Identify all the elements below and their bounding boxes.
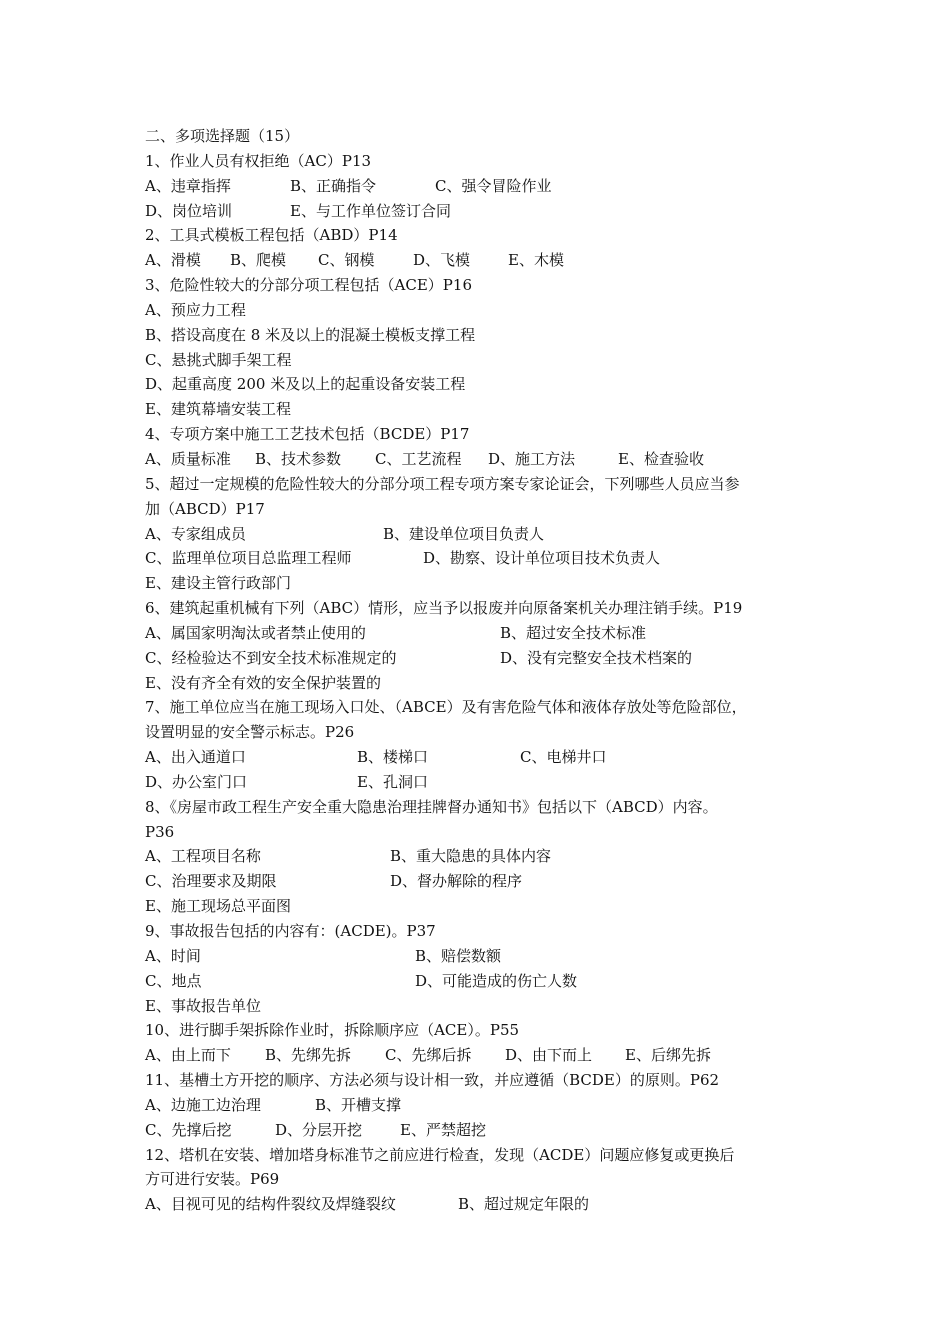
line-text: 11、基槽土方开挖的顺序、方法必须与设计相一致，并应遵循（BCDE）的原则。P62 (145, 1071, 720, 1090)
text-line (145, 174, 825, 199)
text-line (145, 1143, 825, 1168)
option-text: A、出入通道口 (145, 748, 246, 767)
option-text: A、时间 (145, 946, 201, 965)
option-text: D、没有完整安全技术档案的 (500, 648, 693, 667)
line-text: 加（ABCD）P17 (145, 499, 265, 518)
option-text: D、分层开挖 (275, 1120, 363, 1139)
option-text: E、木模 (508, 251, 564, 270)
line-text: 2、工具式模板工程包括（ABD）P14 (145, 226, 398, 245)
text-line (145, 298, 825, 323)
text-line (145, 497, 825, 522)
option-text: A、属国家明淘汰或者禁止使用的 (145, 623, 366, 642)
line-text: 6、建筑起重机械有下列（ABC）情形，应当予以报废并向原备案机关办理注销手续。P19 (145, 599, 743, 618)
text-line (145, 671, 825, 696)
line-text: E、施工现场总平面图 (145, 897, 291, 916)
text-line (145, 969, 825, 994)
line-text: B、搭设高度在 8 米及以上的混凝土模板支撑工程 (145, 325, 476, 344)
line-text: 10、进行脚手架拆除作业时，拆除顺序应（ACE）。P55 (145, 1021, 520, 1040)
line-text: 4、专项方案中施工工艺技术包括（BCDE）P17 (145, 425, 470, 444)
text-line (145, 273, 825, 298)
line-text: A、预应力工程 (145, 300, 246, 319)
option-text: B、开槽支撑 (315, 1095, 402, 1114)
option-text: C、监理单位项目总监理工程师 (145, 549, 352, 568)
text-line (145, 149, 825, 174)
line-text: C、悬挑式脚手架工程 (145, 350, 292, 369)
option-text: B、赔偿数额 (415, 946, 502, 965)
text-line (145, 1043, 825, 1068)
option-text: C、地点 (145, 971, 202, 990)
text-line (145, 348, 825, 373)
text-line (145, 522, 825, 547)
text-line (145, 795, 825, 820)
option-text: B、先绑先拆 (265, 1046, 352, 1065)
text-line (145, 124, 825, 149)
option-text: C、治理要求及期限 (145, 872, 277, 891)
text-line (145, 571, 825, 596)
line-text: 8、《房屋市政工程生产安全重大隐患治理挂牌督办通知书》包括以下（ABCD）内容。 (145, 797, 718, 816)
text-line (145, 844, 825, 869)
option-text: E、孔洞口 (357, 772, 428, 791)
text-line (145, 1093, 825, 1118)
text-line (145, 919, 825, 944)
text-line (145, 248, 825, 273)
text-line (145, 447, 825, 472)
line-text: 1、作业人员有权拒绝（AC）P13 (145, 151, 372, 170)
option-text: A、工程项目名称 (145, 847, 261, 866)
text-line (145, 223, 825, 248)
option-text: A、违章指挥 (145, 176, 231, 195)
option-text: B、楼梯口 (357, 748, 429, 767)
text-line (145, 745, 825, 770)
text-line (145, 1118, 825, 1143)
option-text: E、检查验收 (618, 449, 704, 468)
line-text: 5、超过一定规模的危险性较大的分部分项工程专项方案专家论证会，下列哪些人员应当参 (145, 474, 740, 493)
option-text: C、工艺流程 (375, 449, 462, 468)
option-text: C、先撑后挖 (145, 1120, 232, 1139)
line-text: 设置明显的安全警示标志。P26 (145, 723, 355, 742)
option-text: D、岗位培训 (145, 201, 233, 220)
option-text: C、经检验达不到安全技术标准规定的 (145, 648, 397, 667)
line-text: E、建设主管行政部门 (145, 574, 291, 593)
text-line (145, 397, 825, 422)
text-line (145, 1068, 825, 1093)
line-text: 9、事故报告包括的内容有：(ACDE)。P37 (145, 922, 436, 940)
option-text: B、建设单位项目负责人 (383, 524, 545, 543)
text-line (145, 621, 825, 646)
text-line (145, 720, 825, 745)
text-line (145, 546, 825, 571)
option-text: C、钢模 (318, 251, 375, 270)
option-text: B、正确指令 (290, 176, 377, 195)
line-text: D、起重高度 200 米及以上的起重设备安装工程 (145, 375, 466, 394)
text-line (145, 869, 825, 894)
option-text: D、施工方法 (488, 449, 576, 468)
option-text: A、目视可见的结构件裂纹及焊缝裂纹 (145, 1195, 396, 1214)
text-line (145, 695, 825, 720)
option-text: B、重大隐患的具体内容 (390, 847, 552, 866)
option-text: E、严禁超挖 (400, 1120, 486, 1139)
line-text: 二、多项选择题（15） (145, 127, 300, 145)
option-text: D、督办解除的程序 (390, 872, 523, 891)
document-body (145, 124, 825, 1217)
text-line (145, 1167, 825, 1192)
line-text: 方可进行安装。P69 (145, 1170, 280, 1189)
line-text: 12、塔机在安装、增加塔身标准节之前应进行检查，发现（ACDE）问题应修复或更换后 (145, 1145, 735, 1164)
text-line (145, 1192, 825, 1217)
option-text: A、滑模 (145, 251, 201, 270)
text-line (145, 944, 825, 969)
text-line (145, 770, 825, 795)
option-text: B、爬模 (230, 251, 287, 270)
line-text: E、建筑幕墙安装工程 (145, 400, 291, 419)
text-line (145, 1018, 825, 1043)
option-text: E、与工作单位签订合同 (290, 201, 451, 220)
option-text: A、由上而下 (145, 1046, 231, 1065)
option-text: D、勘察、设计单位项目技术负责人 (423, 549, 661, 568)
line-text: E、没有齐全有效的安全保护装置的 (145, 673, 381, 692)
text-line (145, 372, 825, 397)
text-line (145, 994, 825, 1019)
text-line (145, 199, 825, 224)
option-text: B、超过规定年限的 (458, 1195, 590, 1214)
line-text: P36 (145, 822, 175, 841)
option-text: D、由下而上 (505, 1046, 593, 1065)
text-line (145, 472, 825, 497)
option-text: E、后绑先拆 (625, 1046, 711, 1065)
option-text: D、办公室门口 (145, 772, 248, 791)
line-text: 3、危险性较大的分部分项工程包括（ACE）P16 (145, 276, 472, 295)
option-text: D、飞模 (413, 251, 471, 270)
option-text: A、质量标准 (145, 449, 231, 468)
option-text: D、可能造成的伤亡人数 (415, 971, 578, 990)
text-line (145, 596, 825, 621)
option-text: A、专家组成员 (145, 524, 246, 543)
text-line (145, 646, 825, 671)
text-line (145, 820, 825, 845)
text-line (145, 894, 825, 919)
line-text: E、事故报告单位 (145, 996, 261, 1015)
text-line (145, 323, 825, 348)
option-text: B、技术参数 (255, 449, 342, 468)
line-text: 7、施工单位应当在施工现场入口处、（ABCE）及有害危险气体和液体存放处等危险部位， (145, 698, 747, 717)
option-text: C、强令冒险作业 (435, 176, 552, 195)
option-text: C、电梯井口 (520, 748, 607, 767)
option-text: A、边施工边治理 (145, 1095, 261, 1114)
text-line (145, 422, 825, 447)
option-text: C、先绑后拆 (385, 1046, 472, 1065)
option-text: B、超过安全技术标准 (500, 623, 647, 642)
